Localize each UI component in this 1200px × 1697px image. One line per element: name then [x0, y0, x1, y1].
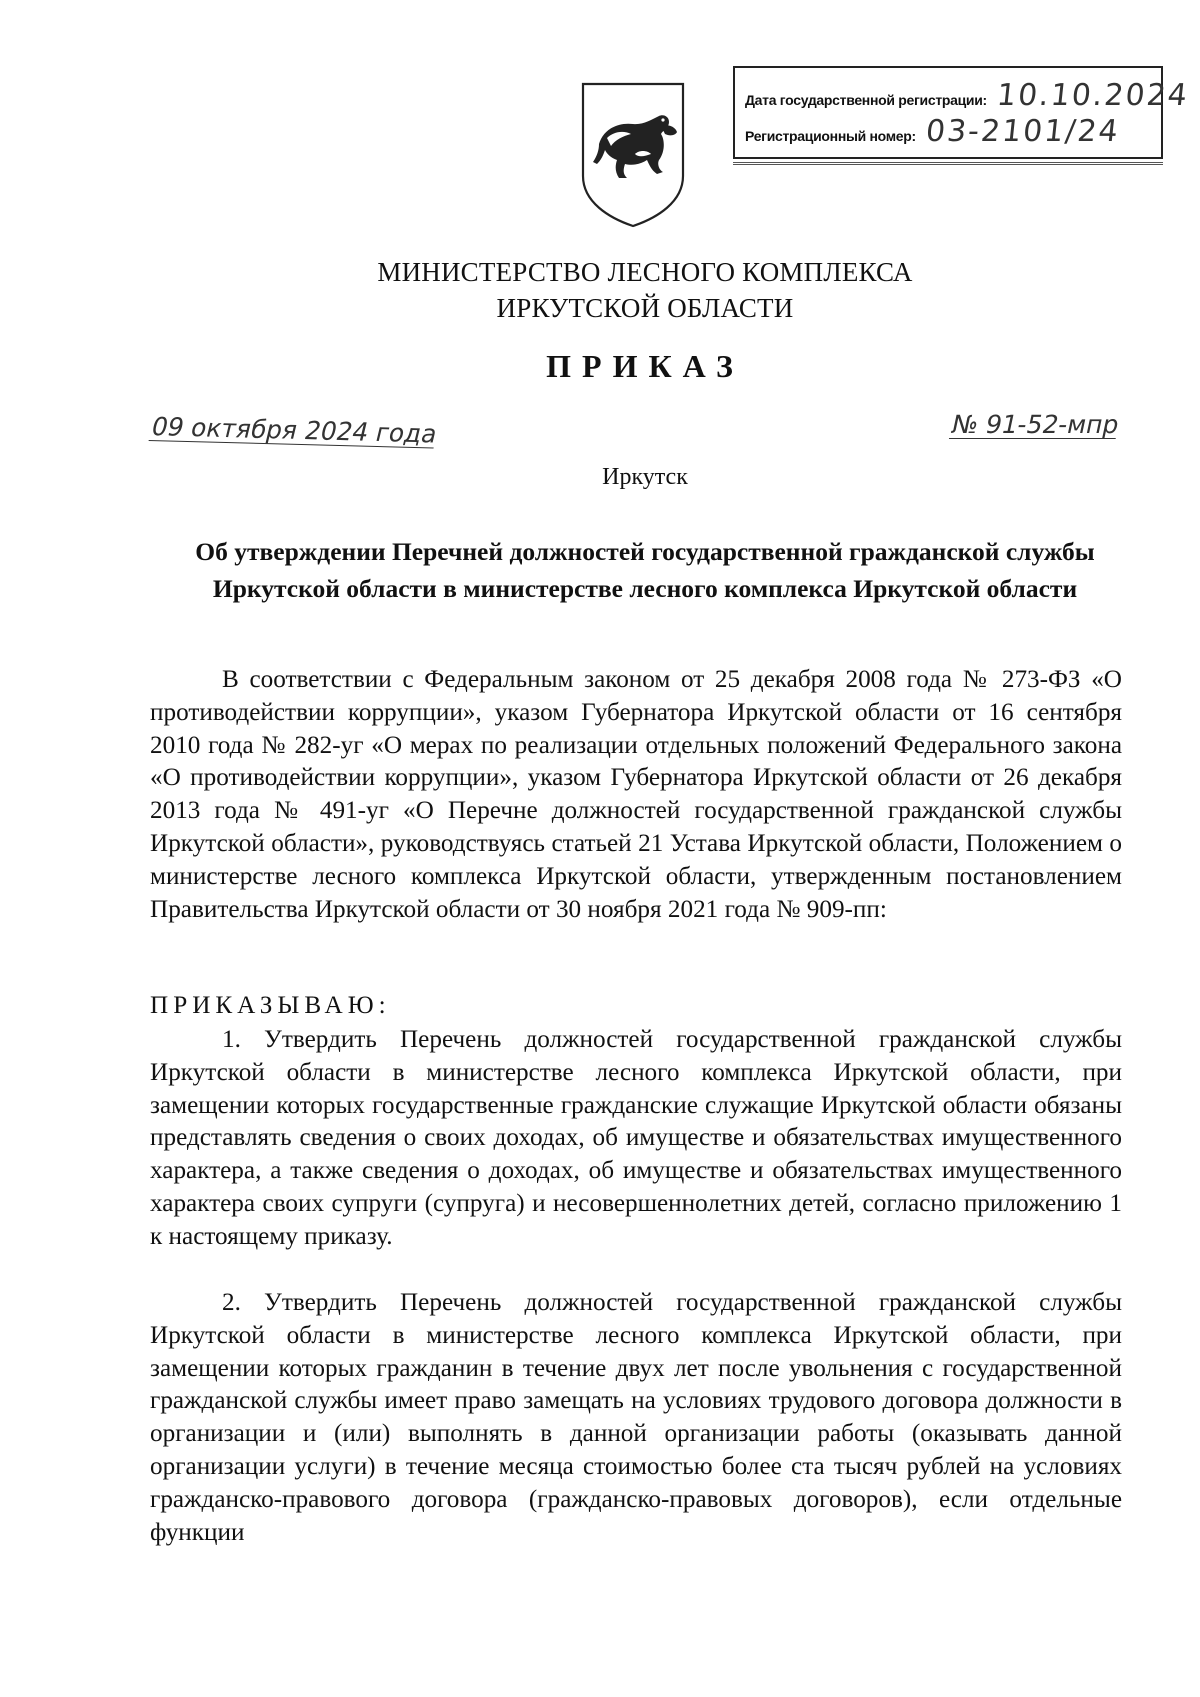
preamble-paragraph: В соответствии с Федеральным законом от 25 декабря 2008 года № 273-ФЗ «О противодействии коррупции», указом Губернатора Иркутской области от 16 сентября 2010 года № 282-уг «О мерах по реализации отдельных положений Федерального закона «О противодействии коррупции», указом Губернатора Иркутской области от 26 декабря 2013 года № 491-уг «О Перечне должностей государственной гражданской службы Иркутской области», руководствуясь статьей 21 Устава Иркутской области, Положением о министерстве лесного комплекса Иркутской области, утвержденным постановлением Правительства Иркутской области от 30 ноября 2021 года № 909-пп:: [150, 666, 1122, 923]
document-type-title: ПРИКАЗ: [546, 348, 744, 384]
order-date-handwritten: 09 октября 2024 года: [148, 412, 441, 449]
document-subject: Об утверждении Перечней должностей государственной гражданской службы Иркутской области в министерстве лесного комплекса Иркутской области: [195, 537, 1095, 603]
ministry-name-line1: МИНИСТЕРСТВО ЛЕСНОГО КОМПЛЕКСА: [377, 257, 913, 287]
order-item-text: 2. Утвердить Перечень должностей государственной гражданской службы Иркутской области в министерстве лесного комплекса Иркутской области, при замещении которых гражданин в течение двух лет после увольнения с государственной гражданской службы имеет право замещать на условиях трудового договора должности в организации и (или) выполнять в данной организации работы (оказывать данной организации услуги) в течение месяца стоимостью более ста тысяч рублей на условиях гражданско-правового договора (гражданско-правовых договоров), если отдельные функции: [150, 1289, 1122, 1546]
registration-stamp: [733, 66, 1191, 159]
stamp-date-row: [745, 78, 1189, 113]
order-item-2: [150, 1287, 1122, 1549]
stamp-date-value: 10.10.2024: [995, 78, 1191, 113]
order-number-handwritten: № 91-52-мпр: [948, 410, 1122, 439]
order-word: ПРИКАЗЫВАЮ:: [150, 992, 391, 1019]
stamp-date-label: Дата государственной регистрации:: [745, 92, 987, 108]
city-name: Иркутск: [602, 464, 688, 490]
stamp-number-row: [745, 114, 1120, 149]
order-item-text: 1. Утвердить Перечень должностей государственной гражданской службы Иркутской области в министерстве лесного комплекса Иркутской области, при замещении которых государственные гражданские служащие Иркутской области обязаны представлять сведения о своих доходах, об имуществе и обязательствах имущественного характера, а также сведения о доходах, об имуществе и обязательствах имущественного характера своих супруги (супруга) и несовершеннолетних детей, согласно приложению 1 к настоящему приказу.: [150, 1026, 1122, 1250]
ministry-name-line2: ИРКУТСКОЙ ОБЛАСТИ: [496, 293, 794, 323]
coat-of-arms-icon: [577, 80, 689, 230]
preamble-block: [150, 664, 1122, 926]
order-item-1: [150, 1024, 1122, 1254]
stamp-number-label: Регистрационный номер:: [745, 128, 916, 144]
stamp-number-value: 03-2101/24: [924, 114, 1122, 149]
